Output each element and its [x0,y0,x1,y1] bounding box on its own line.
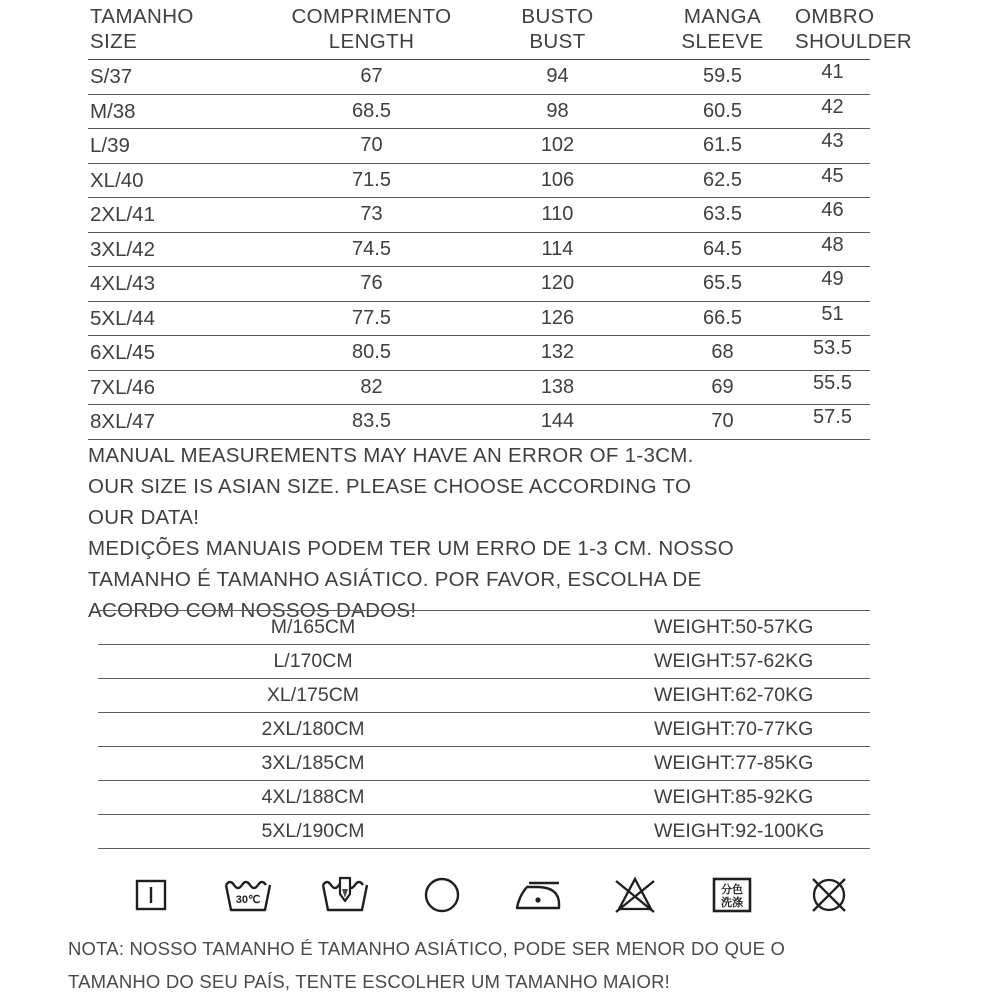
notice-line-3: OUR DATA! [88,506,200,529]
header-sleeve-pt: MANGA [683,5,762,28]
cell-bust: 94 [465,60,650,95]
cell-length: 77.5 [278,301,465,336]
cell-height: XL/175CM [98,679,648,713]
svg-text:分色: 分色 [721,883,744,896]
notice-line-2: OUR SIZE IS ASIAN SIZE. PLEASE CHOOSE ACCORDING TO [88,475,692,498]
cell-length: 80.5 [278,336,465,371]
size-table-header [88,4,913,60]
notice-line-5: TAMANHO É TAMANHO ASIÁTICO. POR FAVOR, ESCOLHA DE [88,568,702,591]
cell-shoulder: 53.5 [795,336,870,371]
table-row [98,713,870,747]
footer-note-line-2: TAMANHO DO SEU PAÍS, TENTE ESCOLHER UM TAMANHO MAIOR! [68,971,670,992]
cell-height: 5XL/190CM [98,815,648,849]
cell-weight: WEIGHT:77-85KG [648,747,870,781]
table-row [88,301,870,336]
cell-sleeve: 64.5 [650,232,795,267]
header-shoulder-pt: OMBRO [795,5,875,28]
cell-sleeve: 59.5 [650,60,795,95]
height-weight-table-element [98,610,870,849]
svg-text:30℃: 30℃ [235,894,261,906]
cell-length: 83.5 [278,405,465,440]
table-row [88,405,870,440]
table-row [88,370,870,405]
cell-shoulder: 45 [795,163,870,198]
size-measurement-table [88,4,913,440]
cell-length: 68.5 [278,94,465,129]
cell-bust: 126 [465,301,650,336]
header-size-en: SIZE [90,30,138,53]
table-row [88,267,870,302]
cell-size: S/37 [88,60,278,95]
cell-size: 7XL/46 [88,370,278,405]
footer-note [68,932,948,998]
table-row [98,781,870,815]
cell-size: 2XL/41 [88,198,278,233]
height-weight-table [98,610,870,849]
table-row [98,611,870,645]
cell-bust: 102 [465,129,650,164]
cell-size: 3XL/42 [88,232,278,267]
cell-bust: 110 [465,198,650,233]
header-row [88,4,870,60]
cell-sleeve: 65.5 [650,267,795,302]
cell-height: M/165CM [98,611,648,645]
cell-shoulder: 46 [795,198,870,233]
table-row [88,129,870,164]
cell-sleeve: 62.5 [650,163,795,198]
table-row [98,679,870,713]
size-table-body [88,60,870,440]
cell-shoulder: 48 [795,232,870,267]
header-size-pt: TAMANHO [90,5,194,28]
cell-size: XL/40 [88,163,278,198]
cell-length: 76 [278,267,465,302]
cell-shoulder: 49 [795,267,870,302]
do-not-dry-clean-icon [798,866,860,924]
cell-size: 6XL/45 [88,336,278,371]
cell-height: 4XL/188CM [98,781,648,815]
cell-length: 70 [278,129,465,164]
header-sleeve [650,4,795,60]
cell-weight: WEIGHT:50-57KG [648,611,870,645]
table-row [98,747,870,781]
cell-size: 5XL/44 [88,301,278,336]
measurement-notice [88,440,918,626]
notice-line-4: MEDIÇÕES MANUAIS PODEM TER UM ERRO DE 1-3 CM. NOSSO [88,537,734,560]
height-weight-table-body [98,611,870,849]
cell-bust: 106 [465,163,650,198]
cell-weight: WEIGHT:62-70KG [648,679,870,713]
header-length [278,4,465,60]
cell-sleeve: 60.5 [650,94,795,129]
table-row [88,232,870,267]
table-row [88,198,870,233]
cell-weight: WEIGHT:70-77KG [648,713,870,747]
cell-size: 4XL/43 [88,267,278,302]
cell-length: 71.5 [278,163,465,198]
cell-sleeve: 63.5 [650,198,795,233]
cell-bust: 120 [465,267,650,302]
cell-length: 82 [278,370,465,405]
cell-bust: 138 [465,370,650,405]
cell-bust: 132 [465,336,650,371]
cell-height: 3XL/185CM [98,747,648,781]
table-row [98,645,870,679]
tumble-dry-circle-icon [411,866,473,924]
wash-separately-color-icon [701,866,763,924]
cell-shoulder: 55.5 [795,370,870,405]
notice-line-1: MANUAL MEASUREMENTS MAY HAVE AN ERROR OF 1-3CM. [88,444,694,467]
header-shoulder [795,4,913,60]
header-bust-pt: BUSTO [521,5,594,28]
cell-length: 67 [278,60,465,95]
cell-sleeve: 69 [650,370,795,405]
cell-sleeve: 70 [650,405,795,440]
cell-bust: 98 [465,94,650,129]
care-symbols-row [120,866,860,924]
cell-sleeve: 61.5 [650,129,795,164]
cell-shoulder: 57.5 [795,405,870,440]
cell-length: 74.5 [278,232,465,267]
svg-text:洗涤: 洗涤 [721,896,744,909]
cell-shoulder: 41 [795,60,870,95]
cell-bust: 144 [465,405,650,440]
header-shoulder-en: SHOULDER [795,30,913,53]
cell-height: 2XL/180CM [98,713,648,747]
cell-shoulder: 51 [795,301,870,336]
header-size [88,4,278,60]
table-row [88,60,870,95]
header-length-pt: COMPRIMENTO [291,5,452,28]
cell-size: M/38 [88,94,278,129]
table-row [98,815,870,849]
table-row [88,163,870,198]
cell-size: L/39 [88,129,278,164]
header-length-en: LENGTH [328,30,415,53]
cell-length: 73 [278,198,465,233]
cell-weight: WEIGHT:57-62KG [648,645,870,679]
cell-bust: 114 [465,232,650,267]
cell-sleeve: 66.5 [650,301,795,336]
hand-wash-icon [314,866,376,924]
header-bust [465,4,650,60]
cell-shoulder: 42 [795,94,870,129]
header-sleeve-en: SLEEVE [681,30,764,53]
size-table-element [88,4,913,440]
cell-weight: WEIGHT:85-92KG [648,781,870,815]
do-not-bleach-icon [604,866,666,924]
cell-weight: WEIGHT:92-100KG [648,815,870,849]
footer-note-line-1: NOTA: NOSSO TAMANHO É TAMANHO ASIÁTICO, PODE SER MENOR DO QUE O [68,938,786,959]
cell-sleeve: 68 [650,336,795,371]
table-row [88,336,870,371]
iron-low-heat-icon [507,866,569,924]
machine-wash-30c-icon [217,866,279,924]
cell-shoulder: 43 [795,129,870,164]
header-bust-en: BUST [529,30,586,53]
drip-dry-square-icon [120,866,182,924]
table-row [88,94,870,129]
notice-line-6: ACORDO COM NOSSOS DADOS! [88,599,417,622]
cell-height: L/170CM [98,645,648,679]
cell-size: 8XL/47 [88,405,278,440]
